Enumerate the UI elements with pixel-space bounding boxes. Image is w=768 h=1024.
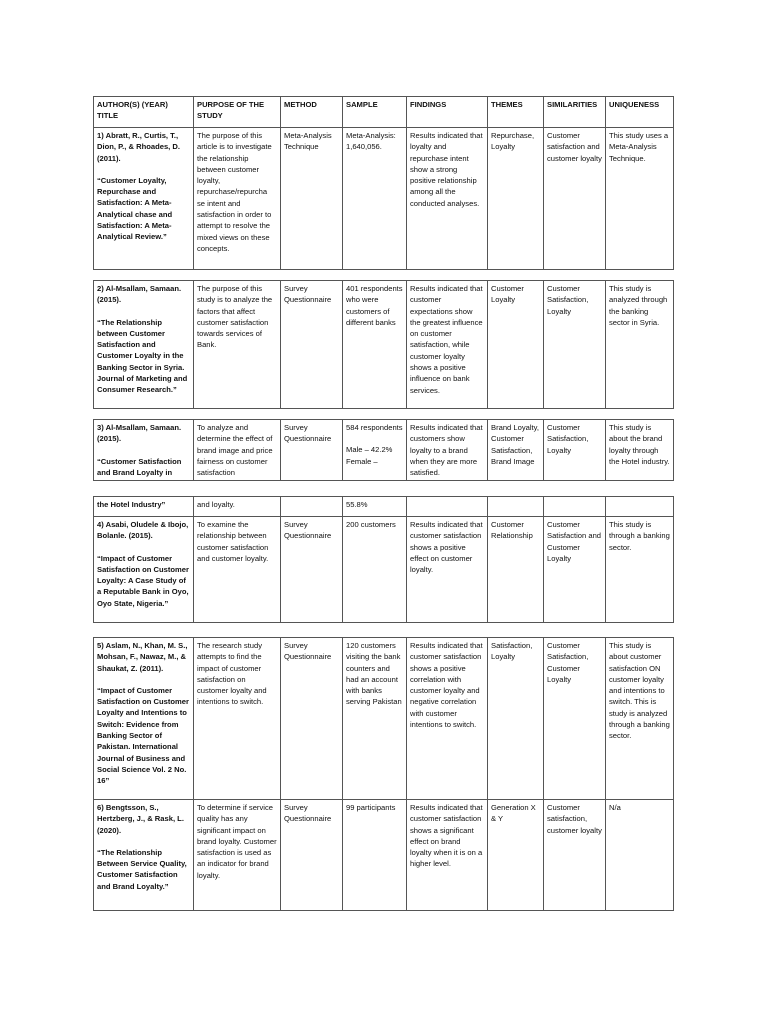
similarities-cell: Customer satisfaction, customer loyalty <box>544 800 606 911</box>
themes-cell: Customer Loyalty <box>488 281 544 409</box>
findings-cell: Results indicated that customer expectations show the greatest influence on customer satisfaction, while customer loyalty shows a positive influence on bank services. <box>407 281 488 409</box>
header-author: AUTHOR(S) (YEAR) TITLE <box>94 97 194 128</box>
header-uniqueness: UNIQUENESS <box>606 97 674 128</box>
findings-cell: Results indicated that loyalty and repurchase intent show a strong positive relationship among all the conducted analyses. <box>407 128 488 270</box>
table-row <box>94 517 674 623</box>
table-row <box>94 128 674 270</box>
similarities-cell: Customer satisfaction and customer loyalty <box>544 128 606 270</box>
sample-cell: 200 customers <box>343 517 407 623</box>
themes-cell <box>488 497 544 517</box>
themes-cell: Brand Loyalty, Customer Satisfaction, Brand Image <box>488 420 544 481</box>
author-text: 1) Abratt, R., Curtis, T., Dion, P., & Rhoades, D. (2011). <box>97 131 180 163</box>
uniqueness-cell <box>606 497 674 517</box>
sample-cell: 120 customers visiting the bank counters and had an account with banks serving Pakistan <box>343 638 407 800</box>
uniqueness-cell: This study uses a Meta-Analysis Technique. <box>606 128 674 270</box>
header-row <box>94 97 674 128</box>
method-cell: Survey Questionnaire <box>281 281 343 409</box>
purpose-cell: The purpose of this article is to investigate the relationship between customer loyalty, repurchase/repurcha se intent and satisfaction in order to attempt to resolve the mixed views on these concepts. <box>194 128 281 270</box>
themes-cell: Repurchase, Loyalty <box>488 128 544 270</box>
author-text: 2) Al-Msallam, Samaan. (2015). <box>97 284 182 305</box>
table-fragment-4 <box>93 496 674 623</box>
sample-cell: 401 respondents who were customers of different banks <box>343 281 407 409</box>
author-cell <box>94 638 194 800</box>
header-themes: THEMES <box>488 97 544 128</box>
method-cell: Survey Questionnaire <box>281 800 343 911</box>
purpose-cell: To determine if service quality has any significant impact on brand loyalty. Customer satisfaction is used as an indicator for brand loyalty. <box>194 800 281 911</box>
author-cell <box>94 420 194 481</box>
table-row <box>94 420 674 481</box>
similarities-cell: Customer Satisfaction and Customer Loyalty <box>544 517 606 623</box>
header-findings: FINDINGS <box>407 97 488 128</box>
findings-cell: Results indicated that customer satisfaction shows a positive correlation with customer loyalty and negative correlation with customer intentions to switch. <box>407 638 488 800</box>
similarities-cell: Customer Satisfaction, Loyalty <box>544 420 606 481</box>
uniqueness-cell: N/a <box>606 800 674 911</box>
header-similarities: SIMILARITIES <box>544 97 606 128</box>
title-text: “Impact of Customer Satisfaction on Customer Loyalty: A Case Study of a Reputable Bank in Oyo, Oyo State, Nigeria.” <box>97 553 189 608</box>
table-fragment-3 <box>93 419 674 481</box>
similarities-cell: Customer Satisfaction, Customer Loyalty <box>544 638 606 800</box>
purpose-cell: The research study attempts to find the impact of customer satisfaction on customer loyalty and intentions to switch. <box>194 638 281 800</box>
similarities-cell: Customer Satisfaction, Loyalty <box>544 281 606 409</box>
sample-cell: 99 participants <box>343 800 407 911</box>
purpose-cell: and loyalty. <box>194 497 281 517</box>
findings-cell: Results indicated that customers show loyalty to a brand when they are more satisfied. <box>407 420 488 481</box>
table-row <box>94 638 674 800</box>
purpose-cell: To analyze and determine the effect of brand image and price fairness on customer satisfaction <box>194 420 281 481</box>
sample-extra-text: Male – 42.2% Female – <box>346 445 393 466</box>
sample-cell: 55.8% <box>343 497 407 517</box>
uniqueness-cell: This study is through a banking sector. <box>606 517 674 623</box>
table-row <box>94 497 674 517</box>
themes-cell: Customer Relationship <box>488 517 544 623</box>
method-cell: Survey Questionnaire <box>281 420 343 481</box>
method-cell <box>281 497 343 517</box>
header-sample: SAMPLE <box>343 97 407 128</box>
author-text: 6) Bengtsson, S., Hertzberg, J., & Rask, L. (2020). <box>97 803 184 835</box>
title-text: “The Relationship Between Service Quality, Customer Satisfaction and Brand Loyalty.” <box>97 847 187 891</box>
table-fragment-2 <box>93 280 674 409</box>
purpose-cell: The purpose of this study is to analyze the factors that affect customer satisfaction towards services of Bank. <box>194 281 281 409</box>
uniqueness-cell: This study is about customer satisfaction ON customer loyalty and intentions to switch. This is study is analyzed through a banking sector. <box>606 638 674 800</box>
findings-cell: Results indicated that customer satisfaction shows a significant effect on brand loyalty when it is on a higher level. <box>407 800 488 911</box>
uniqueness-cell: This study is about the brand loyalty through the Hotel industry. <box>606 420 674 481</box>
title-text: “Customer Loyalty, Repurchase and Satisfaction: A Meta-Analytical chase and Satisfaction: A Meta-Analytical Review.” <box>97 175 173 242</box>
themes-cell: Satisfaction, Loyalty <box>488 638 544 800</box>
sample-cell <box>343 420 407 481</box>
header-method: METHOD <box>281 97 343 128</box>
title-text: “The Relationship between Customer Satisfaction and Customer Loyalty in the Banking Sector in Syria. Journal of Marketing and Consumer Research.” <box>97 317 188 395</box>
purpose-cell: To examine the relationship between customer satisfaction and customer loyalty. <box>194 517 281 623</box>
table-fragment-1 <box>93 96 674 270</box>
title-text: “Customer Satisfaction and Brand Loyalty in <box>97 456 182 477</box>
author-text: 4) Asabi, Oludele & Ibojo, Bolanle. (2015). <box>97 520 189 541</box>
method-cell: Survey Questionnaire <box>281 517 343 623</box>
author-text: 3) Al-Msallam, Samaan. (2015). <box>97 423 182 444</box>
method-cell: Meta-Analysis Technique <box>281 128 343 270</box>
title-text: “Impact of Customer Satisfaction on Customer Loyalty and Intentions to Switch: Evidence from Banking Sector of Pakistan. International Journal of Business and Social Science Vol. 2 No. 16” <box>97 685 189 786</box>
table-row <box>94 281 674 409</box>
table-row <box>94 800 674 911</box>
author-cell <box>94 800 194 911</box>
uniqueness-cell: This study is analyzed through the banking sector in Syria. <box>606 281 674 409</box>
sample-cell: Meta-Analysis: 1,640,056. <box>343 128 407 270</box>
author-cell: the Hotel Industry” <box>94 497 194 517</box>
table-fragment-5 <box>93 637 674 911</box>
method-cell: Survey Questionnaire <box>281 638 343 800</box>
author-cell <box>94 281 194 409</box>
author-cell <box>94 517 194 623</box>
similarities-cell <box>544 497 606 517</box>
themes-cell: Generation X & Y <box>488 800 544 911</box>
sample-text: 584 respondents <box>346 423 403 432</box>
header-purpose: PURPOSE OF THE STUDY <box>194 97 281 128</box>
author-cell <box>94 128 194 270</box>
findings-cell <box>407 497 488 517</box>
findings-cell: Results indicated that customer satisfaction shows a positive effect on customer loyalty. <box>407 517 488 623</box>
author-text: 5) Aslam, N., Khan, M. S., Mohsan, F., Nawaz, M., & Shaukat, Z. (2011). <box>97 641 188 673</box>
